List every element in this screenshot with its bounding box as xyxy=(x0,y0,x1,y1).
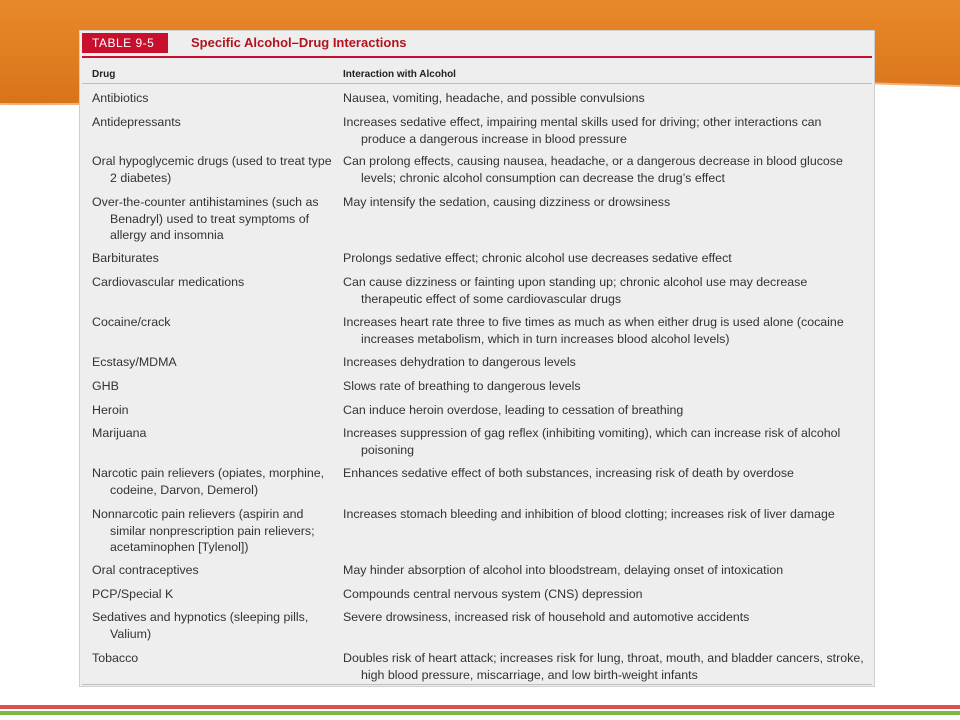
table-row-interaction: Nausea, vomiting, headache, and possible convulsions xyxy=(343,91,645,105)
table-row-interaction: May hinder absorption of alcohol into bloodstream, delaying onset of intoxication xyxy=(343,563,784,577)
table-row-interaction: Enhances sedative effect of both substances, increasing risk of death by overdose xyxy=(343,466,794,480)
table-row-drug: Narcotic pain relievers (opiates, morphine, codeine, Darvon, Demerol) xyxy=(92,466,325,497)
table-row-interaction: Increases stomach bleeding and inhibition of blood clotting; increases risk of liver damage xyxy=(343,507,835,521)
table-row-drug: Over-the-counter antihistamines (such as Benadryl) used to treat symptoms of allergy and insomnia xyxy=(92,195,319,242)
table-row-drug: Antidepressants xyxy=(92,115,181,129)
table-row-drug: Cocaine/crack xyxy=(92,315,171,329)
table-row-interaction: Compounds central nervous system (CNS) depression xyxy=(343,587,643,601)
column-header-drug: Drug xyxy=(92,69,116,80)
table-row-drug: PCP/Special K xyxy=(92,587,174,601)
table-row-drug: Antibiotics xyxy=(92,91,149,105)
table-row-interaction: Slows rate of breathing to dangerous levels xyxy=(343,379,581,393)
table-row-drug: Oral hypoglycemic drugs (used to treat type 2 diabetes) xyxy=(92,154,332,185)
footer-stripe-red xyxy=(0,705,960,709)
column-header-interaction: Interaction with Alcohol xyxy=(343,69,456,80)
table-row-drug: Sedatives and hypnotics (sleeping pills, Valium) xyxy=(92,610,309,641)
table-row-interaction: Severe drowsiness, increased risk of household and automotive accidents xyxy=(343,610,750,624)
table-row-interaction: Can induce heroin overdose, leading to cessation of breathing xyxy=(343,403,684,417)
table-row-interaction: Increases sedative effect, impairing mental skills used for driving; other interactions can produce a dangerous increase in blood pressure xyxy=(343,115,822,146)
table-row-interaction: Increases heart rate three to five times as much as when either drug is used alone (cocaine increases metabolism, which in turn increases blood alcohol levels) xyxy=(343,315,844,346)
table-row-drug: Marijuana xyxy=(92,426,147,440)
table-title: Specific Alcohol–Drug Interactions xyxy=(191,35,407,50)
table-row-drug: Oral contraceptives xyxy=(92,563,199,577)
table-number-label: TABLE 9-5 xyxy=(82,33,168,53)
table-bottom-rule xyxy=(82,684,872,685)
table-row-drug: Ecstasy/MDMA xyxy=(92,355,177,369)
table-row-interaction: Increases dehydration to dangerous levels xyxy=(343,355,576,369)
table-row-drug: Tobacco xyxy=(92,651,139,665)
table-row-interaction: Can cause dizziness or fainting upon standing up; chronic alcohol use may decrease therapeutic effect of some cardiovascular drugs xyxy=(343,275,808,306)
table-row-interaction: Can prolong effects, causing nausea, headache, or a dangerous decrease in blood glucose levels; chronic alcohol consumption can decrease the drug’s effect xyxy=(343,154,843,185)
table-row-interaction: Prolongs sedative effect; chronic alcohol use decreases sedative effect xyxy=(343,251,732,265)
footer-stripes xyxy=(0,699,960,720)
table-row-interaction: May intensify the sedation, causing dizziness or drowsiness xyxy=(343,195,671,209)
table-row-drug: GHB xyxy=(92,379,119,393)
table-row-interaction: Doubles risk of heart attack; increases risk for lung, throat, mouth, and bladder cancers, stroke, high blood pressure, miscarriage, and low birth-weight infants xyxy=(343,651,864,682)
table-row-drug: Cardiovascular medications xyxy=(92,275,245,289)
table-row-drug: Heroin xyxy=(92,403,129,417)
table-row-interaction: Increases suppression of gag reflex (inhibiting vomiting), which can increase risk of alcohol poisoning xyxy=(343,426,841,457)
table-row-drug: Nonnarcotic pain relievers (aspirin and similar nonprescription pain relievers; acetaminophen [Tylenol]) xyxy=(92,507,315,554)
table-row-drug: Barbiturates xyxy=(92,251,159,265)
footer-stripe-green xyxy=(0,711,960,715)
